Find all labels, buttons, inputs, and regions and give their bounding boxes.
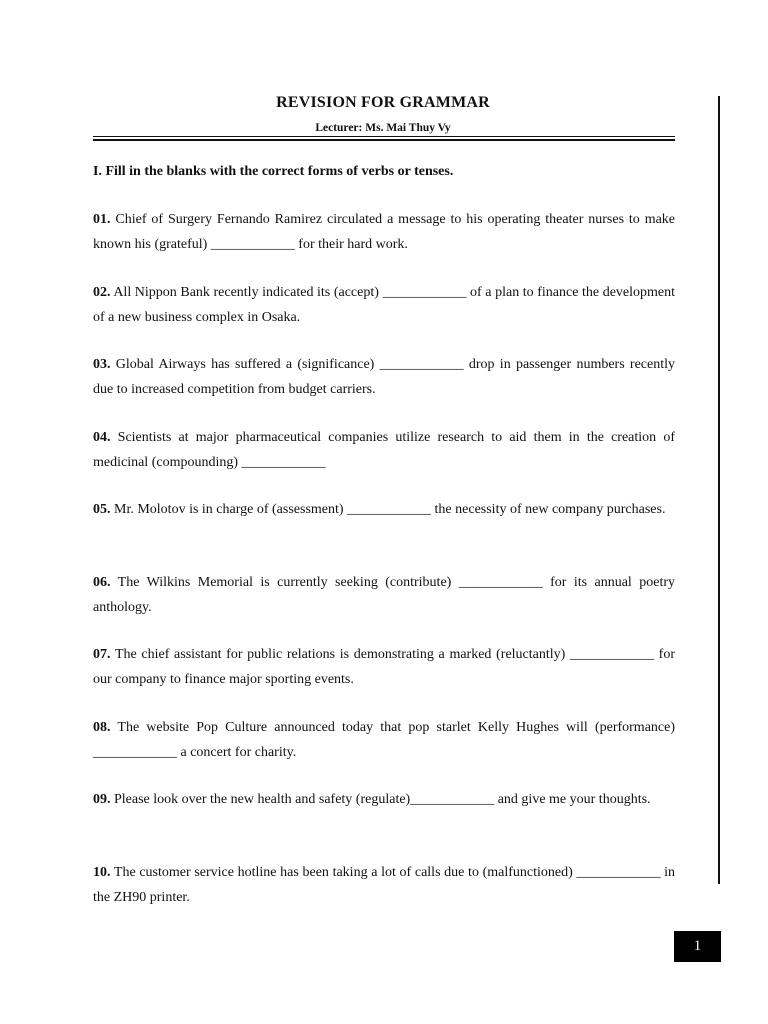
question-text: Chief of Surgery Fernando Ramirez circulated a message to his operating theater nurses to make known his (grateful) ____________ for their hard work.	[93, 212, 676, 252]
question-number: 03.	[93, 357, 111, 372]
question-item	[93, 352, 675, 425]
question-number: 07.	[93, 647, 111, 662]
question-text: Scientists at major pharmaceutical companies utilize research to aid them in the creation of medicinal (compounding) ____________	[93, 429, 676, 470]
question-text: Please look over the new health and safety (regulate)____________ and give me your thoughts.	[114, 792, 651, 807]
section-heading: I. Fill in the blanks with the correct forms of verbs or tenses.	[93, 164, 454, 179]
question-list	[93, 207, 675, 932]
question-text: All Nippon Bank recently indicated its (accept) ____________ of a plan to finance the development of a new business complex in Osaka.	[93, 284, 676, 325]
question-item	[93, 207, 675, 280]
question-text: Mr. Molotov is in charge of (assessment) ____________ the necessity of new company purchases.	[114, 502, 666, 517]
question-text: The chief assistant for public relations is demonstrating a marked (reluctantly) ____________ for our company to finance major sporting events.	[93, 647, 675, 687]
question-item	[93, 280, 675, 353]
question-item	[93, 642, 675, 715]
question-text: Global Airways has suffered a (significance) ____________ drop in passenger numbers recently due to increased competition from budget carriers.	[93, 357, 676, 397]
question-number: 02.	[93, 284, 111, 300]
question-number: 04.	[93, 429, 111, 445]
question-item	[93, 715, 675, 788]
header-rule-thick	[93, 139, 675, 141]
question-number: 05.	[93, 502, 111, 517]
question-item	[93, 860, 675, 933]
question-text: The website Pop Culture announced today that pop starlet Kelly Hughes will (performance) ____________ a concert for charity.	[93, 719, 676, 760]
header-rule-thin	[93, 136, 675, 137]
question-text: The customer service hotline has been taking a lot of calls due to (malfunctioned) ____________ in the ZH90 printer.	[93, 864, 676, 905]
question-number: 09.	[93, 792, 111, 807]
lecturer-line: Lecturer: Ms. Mai Thuy Vy	[315, 122, 451, 134]
question-item	[93, 425, 675, 498]
question-number: 01.	[93, 212, 111, 227]
question-item	[93, 497, 675, 570]
page-number-badge: 1	[674, 931, 721, 962]
question-text: The Wilkins Memorial is currently seeking (contribute) ____________ for its annual poetry anthology.	[93, 574, 675, 615]
question-item	[93, 787, 675, 860]
question-number: 08.	[93, 719, 111, 735]
page-title: REVISION FOR GRAMMAR	[276, 94, 490, 111]
question-number: 10.	[93, 864, 111, 880]
question-item	[93, 570, 675, 643]
right-margin-line	[718, 96, 720, 884]
question-number: 06.	[93, 574, 111, 590]
